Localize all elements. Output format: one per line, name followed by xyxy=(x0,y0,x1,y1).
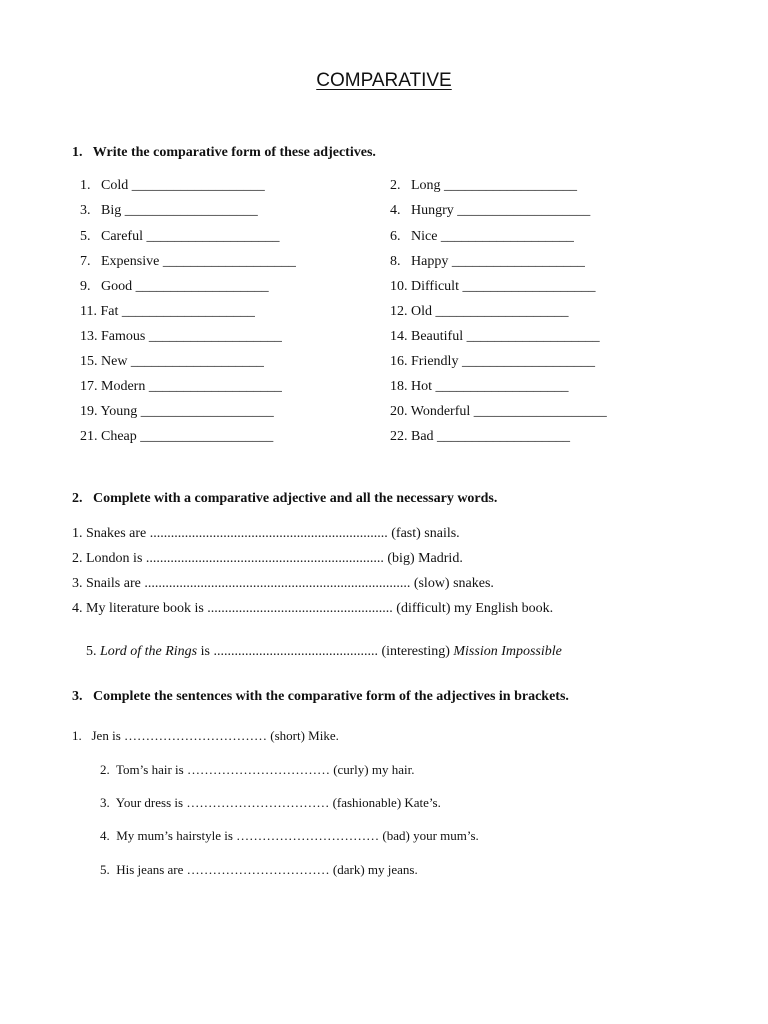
list-item: 10. Difficult ___________________ xyxy=(390,279,596,294)
list-item: 5. Careful ___________________ xyxy=(80,229,280,244)
list-item: 17. Modern ___________________ xyxy=(80,379,282,394)
section3-heading: 3. Complete the sentences with the comparative form of the adjectives in brackets. xyxy=(72,689,569,704)
list-item: 2. London is .................................................................... (big) Madrid. xyxy=(72,551,463,566)
list-item: 11. Fat ___________________ xyxy=(80,304,255,319)
list-item: 21. Cheap ___________________ xyxy=(80,429,274,444)
list-item: 13. Famous ___________________ xyxy=(80,329,282,344)
list-item: 3. Your dress is …………………………… (fashionable) Kate’s. xyxy=(100,795,441,810)
list-item: 20. Wonderful ___________________ xyxy=(390,404,607,419)
list-item: 4. Hungry ___________________ xyxy=(390,203,591,218)
section2-heading: 2. Complete with a comparative adjective and all the necessary words. xyxy=(72,491,498,506)
list-item: 19. Young ___________________ xyxy=(80,404,274,419)
list-item: 22. Bad ___________________ xyxy=(390,429,571,444)
item-number: 5. xyxy=(86,644,100,659)
list-item: 14. Beautiful ___________________ xyxy=(390,329,600,344)
list-item: 9. Good ___________________ xyxy=(80,279,269,294)
item-text: is ............................................... (interesting) xyxy=(197,644,454,659)
section1-heading: 1. Write the comparative form of these adjectives. xyxy=(72,145,376,160)
list-item: 8. Happy ___________________ xyxy=(390,254,585,269)
list-item: 7. Expensive ___________________ xyxy=(80,254,296,269)
list-item: 16. Friendly ___________________ xyxy=(390,354,595,369)
list-item: 15. New ___________________ xyxy=(80,354,264,369)
list-item: 5. His jeans are …………………………… (dark) my jeans. xyxy=(100,862,418,877)
page-title: COMPARATIVE xyxy=(316,70,452,91)
italic-title: Lord of the Rings xyxy=(100,644,198,659)
list-item: 1. Snakes are .................................................................... (fast) snails. xyxy=(72,526,460,541)
list-item: 3. Snails are ............................................................................ (slow) snakes. xyxy=(72,576,494,591)
list-item: 2. Tom’s hair is …………………………… (curly) my hair. xyxy=(100,762,415,777)
list-item: 2. Long ___________________ xyxy=(390,178,578,193)
list-item: 6. Nice ___________________ xyxy=(390,229,574,244)
list-item: 3. Big ___________________ xyxy=(80,203,258,218)
list-item: 1. Cold ___________________ xyxy=(80,178,265,193)
list-item: 4. My literature book is ..................................................... (difficult) my English book. xyxy=(72,601,554,616)
list-item: 1. Jen is …………………………… (short) Mike. xyxy=(72,728,339,743)
list-item: 18. Hot ___________________ xyxy=(390,379,569,394)
italic-title: Mission Impossible xyxy=(453,644,562,659)
list-item: 12. Old ___________________ xyxy=(390,304,569,319)
list-item: 4. My mum’s hairstyle is …………………………… (bad) your mum’s. xyxy=(100,828,479,843)
list-item xyxy=(72,625,562,679)
